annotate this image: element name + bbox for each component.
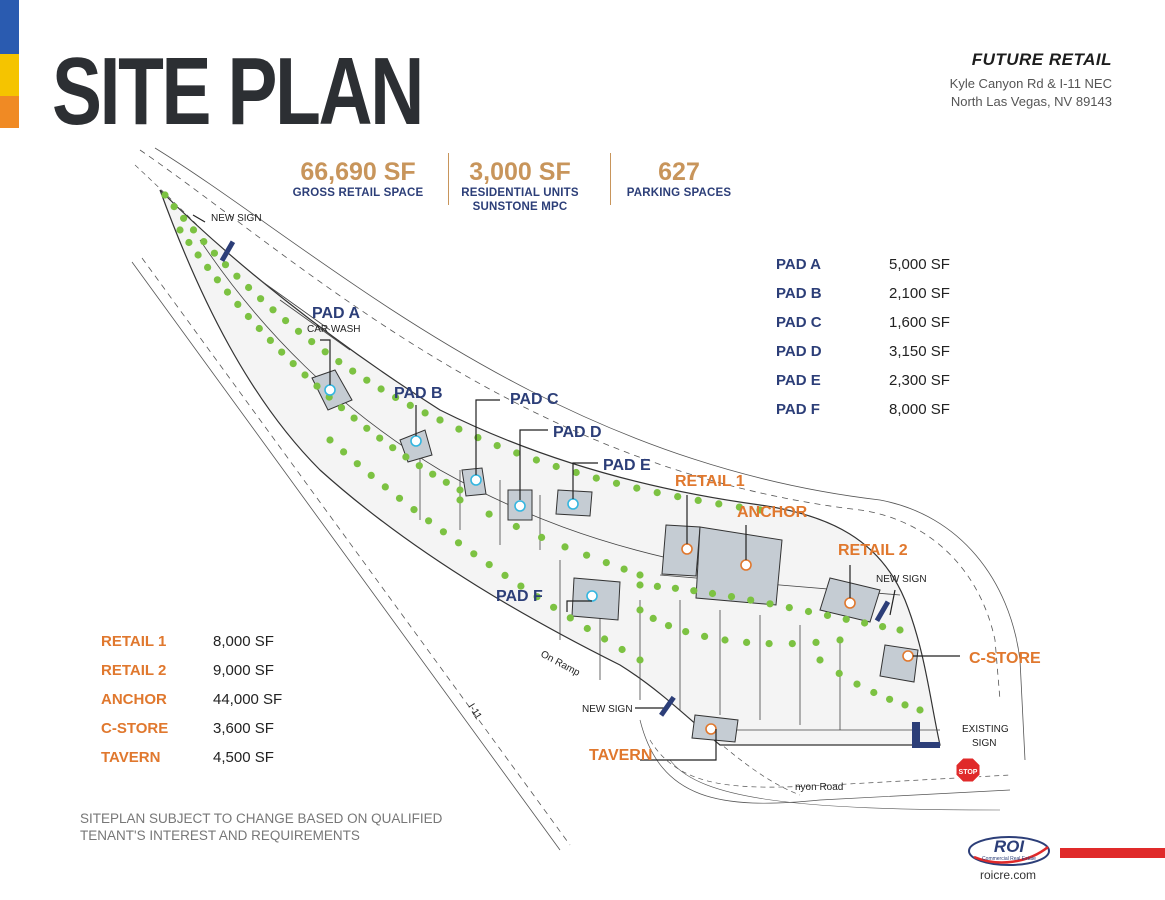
tree-mark [363, 377, 370, 384]
retail-name: TAVERN [101, 749, 161, 766]
marker-pad-c [471, 475, 481, 485]
map-label-retail-1: RETAIL 1 [675, 473, 745, 490]
tree-mark [455, 426, 462, 433]
tree-mark [501, 572, 508, 579]
tree-mark [376, 435, 383, 442]
tree-mark [363, 425, 370, 432]
table-row [101, 749, 321, 778]
pad-size: 2,300 SF [889, 372, 950, 389]
tree-mark [538, 534, 545, 541]
tree-mark [161, 191, 168, 198]
tree-mark [766, 640, 773, 647]
tree-mark [513, 523, 520, 530]
map-label-pad-c: PAD C [510, 391, 559, 408]
tree-mark [396, 495, 403, 502]
tree-mark [695, 497, 702, 504]
pad-name: PAD D [776, 343, 822, 360]
map-label-new-sign-north: NEW SIGN [211, 213, 262, 224]
table-row [101, 720, 321, 749]
table-row [776, 401, 996, 430]
marker-retail-2 [845, 598, 855, 608]
tree-mark [593, 475, 600, 482]
tree-mark [195, 251, 202, 258]
tree-mark [766, 600, 773, 607]
tree-mark [601, 635, 608, 642]
page-title: SITE PLAN [52, 38, 423, 145]
tree-mark [455, 539, 462, 546]
stat-residential [454, 158, 586, 214]
retail-name: RETAIL 1 [101, 633, 167, 650]
retail-size-table [101, 633, 321, 778]
stat-gross-retail [288, 158, 428, 200]
tree-mark [709, 590, 716, 597]
tree-mark [278, 349, 285, 356]
marker-pad-f [587, 591, 597, 601]
pad-size: 2,100 SF [889, 285, 950, 302]
tree-mark [474, 434, 481, 441]
stop-sign [956, 758, 980, 782]
table-row [776, 372, 996, 401]
map-label-existing-sign-2: SIGN [972, 738, 997, 749]
building-c-store [880, 645, 918, 682]
tree-mark [901, 701, 908, 708]
tree-mark [654, 583, 661, 590]
tree-mark [533, 456, 540, 463]
pad-size: 5,000 SF [889, 256, 950, 273]
map-label-anchor: ANCHOR [737, 504, 808, 521]
tree-mark [486, 561, 493, 568]
retail-size: 4,500 SF [213, 749, 274, 766]
tree-mark [613, 480, 620, 487]
table-row [101, 662, 321, 691]
tree-mark [603, 559, 610, 566]
pad-name: PAD B [776, 285, 822, 302]
tree-mark [322, 348, 329, 355]
tree-mark [171, 203, 178, 210]
tree-mark [836, 670, 843, 677]
tree-mark [269, 306, 276, 313]
tree-mark [747, 597, 754, 604]
stat-divider [610, 153, 611, 205]
map-label-pad-f: PAD F [496, 588, 543, 605]
pad-name: PAD F [776, 401, 820, 418]
marker-c-store [903, 651, 913, 661]
tree-mark [470, 550, 477, 557]
tree-mark [338, 404, 345, 411]
map-label-pad-e: PAD E [603, 457, 651, 474]
table-row [101, 691, 321, 720]
tree-mark [650, 615, 657, 622]
i11-label: I-11 [465, 701, 484, 722]
tree-mark [816, 656, 823, 663]
disclaimer-line-2: TENANT'S INTEREST AND REQUIREMENTS [80, 828, 360, 843]
tree-mark [728, 593, 735, 600]
tree-mark [843, 616, 850, 623]
on-ramp-label: On Ramp [538, 648, 582, 679]
stat-label: PARKING SPACES [626, 187, 732, 199]
tree-mark [896, 626, 903, 633]
tree-mark [715, 500, 722, 507]
tree-mark [584, 625, 591, 632]
map-label-tavern: TAVERN [589, 747, 653, 764]
tree-mark [224, 289, 231, 296]
map-label-new-sign-south: NEW SIGN [582, 704, 633, 715]
pad-name: PAD A [776, 256, 821, 273]
tree-mark [636, 656, 643, 663]
stat-parking [620, 158, 738, 200]
tree-mark [861, 619, 868, 626]
tree-mark [553, 463, 560, 470]
tree-mark [301, 371, 308, 378]
tree-mark [410, 506, 417, 513]
tree-mark [290, 360, 297, 367]
tree-mark [633, 485, 640, 492]
tree-mark [257, 295, 264, 302]
tree-mark [295, 328, 302, 335]
tree-mark [567, 614, 574, 621]
pad-size: 8,000 SF [889, 401, 950, 418]
tree-mark [654, 489, 661, 496]
tree-mark [836, 636, 843, 643]
tree-mark [214, 276, 221, 283]
tree-mark [786, 604, 793, 611]
disclaimer-note [80, 810, 442, 844]
tree-mark [422, 409, 429, 416]
tree-mark [222, 261, 229, 268]
stat-label: RESIDENTIAL UNITS [461, 187, 579, 199]
tree-mark [621, 566, 628, 573]
table-row [776, 285, 996, 314]
website-url: roicre.com [980, 868, 1037, 882]
tree-mark [701, 633, 708, 640]
map-label-retail-2: RETAIL 2 [838, 542, 908, 559]
tree-mark [335, 358, 342, 365]
tree-mark [354, 460, 361, 467]
address-line-2: North Las Vegas, NV 89143 [950, 94, 1112, 109]
disclaimer-line-1: SITEPLAN SUBJECT TO CHANGE BASED ON QUALIFIED [80, 811, 443, 826]
stat-value: 3,000 SF [469, 158, 571, 186]
marker-pad-a [325, 385, 335, 395]
retail-size: 8,000 SF [213, 633, 274, 650]
tree-mark [619, 646, 626, 653]
roi-logo [968, 833, 1050, 867]
tree-mark [416, 462, 423, 469]
tree-mark [407, 402, 414, 409]
tree-mark [349, 368, 356, 375]
tree-mark [402, 453, 409, 460]
tree-mark [282, 317, 289, 324]
tree-mark [879, 623, 886, 630]
tree-mark [805, 608, 812, 615]
roi-logo-brand: ROI [993, 837, 1025, 856]
table-row [776, 314, 996, 343]
marker-tavern [706, 724, 716, 734]
tree-mark [429, 471, 436, 478]
tree-mark [870, 689, 877, 696]
retail-name: RETAIL 2 [101, 662, 167, 679]
tree-mark [185, 239, 192, 246]
property-title: FUTURE RETAIL [971, 50, 1112, 69]
tree-mark [853, 681, 860, 688]
stat-value: 627 [658, 158, 700, 186]
tree-mark [636, 606, 643, 613]
stat-label-secondary: SUNSTONE MPC [472, 201, 568, 213]
pad-size-table [776, 256, 996, 430]
canyon-road-label: nyon Road [795, 782, 844, 793]
building-retail-1 [662, 525, 700, 576]
tree-mark [573, 469, 580, 476]
tree-mark [789, 640, 796, 647]
map-label-pad-a: PAD A [312, 305, 360, 322]
accent-red-bar [1060, 848, 1165, 858]
table-row [101, 633, 321, 662]
tree-mark [204, 264, 211, 271]
tree-mark [308, 338, 315, 345]
tree-mark [425, 517, 432, 524]
marker-pad-e [568, 499, 578, 509]
tree-mark [672, 585, 679, 592]
tree-mark [200, 238, 207, 245]
stat-label: GROSS RETAIL SPACE [292, 187, 424, 199]
retail-name: ANCHOR [101, 691, 167, 708]
map-label-car-wash: CAR WASH [307, 324, 361, 335]
tree-mark [326, 436, 333, 443]
tree-mark [561, 543, 568, 550]
table-row [776, 256, 996, 285]
marker-anchor [741, 560, 751, 570]
tree-mark [636, 571, 643, 578]
pad-size: 1,600 SF [889, 314, 950, 331]
marker-pad-d [515, 501, 525, 511]
tree-mark [456, 486, 463, 493]
map-label-pad-d: PAD D [553, 424, 602, 441]
map-label-existing-sign-1: EXISTING [962, 724, 1009, 735]
tree-mark [456, 496, 463, 503]
tree-mark [313, 383, 320, 390]
tree-mark [211, 250, 218, 257]
tree-mark [389, 444, 396, 451]
tree-mark [378, 385, 385, 392]
tree-mark [583, 552, 590, 559]
tree-mark [180, 215, 187, 222]
map-label-c-store: C-STORE [969, 650, 1041, 667]
tree-mark [494, 442, 501, 449]
building-anchor [696, 527, 782, 605]
marker-retail-1 [682, 544, 692, 554]
tree-mark [916, 706, 923, 713]
roi-logo-tagline: Commercial Real Estate [982, 856, 1036, 862]
stop-sign-text: STOP [958, 769, 978, 776]
tree-mark [824, 612, 831, 619]
pad-size: 3,150 SF [889, 343, 950, 360]
tree-mark [443, 479, 450, 486]
tree-mark [440, 528, 447, 535]
address-line-1: Kyle Canyon Rd & I-11 NEC [949, 76, 1112, 91]
tree-mark [486, 510, 493, 517]
tree-mark [233, 273, 240, 280]
stat-value: 66,690 SF [300, 158, 416, 186]
tree-mark [721, 636, 728, 643]
tree-mark [665, 622, 672, 629]
marker-pad-b [411, 436, 421, 446]
tree-mark [382, 483, 389, 490]
tree-mark [368, 472, 375, 479]
tree-mark [812, 639, 819, 646]
map-label-pad-b: PAD B [394, 385, 443, 402]
table-row [776, 343, 996, 372]
retail-size: 3,600 SF [213, 720, 274, 737]
tree-mark [886, 696, 893, 703]
tree-mark [351, 415, 358, 422]
map-label-new-sign-east: NEW SIGN [876, 574, 927, 585]
tree-mark [743, 639, 750, 646]
tree-mark [340, 448, 347, 455]
tree-mark [690, 587, 697, 594]
retail-name: C-STORE [101, 720, 169, 737]
tree-mark [190, 226, 197, 233]
retail-size: 9,000 SF [213, 662, 274, 679]
tree-mark [674, 493, 681, 500]
tree-mark [176, 226, 183, 233]
stat-divider [448, 153, 449, 205]
tree-mark [234, 301, 241, 308]
tree-mark [245, 313, 252, 320]
tree-mark [682, 628, 689, 635]
tree-mark [245, 284, 252, 291]
tree-mark [436, 416, 443, 423]
pad-name: PAD E [776, 372, 821, 389]
tree-mark [636, 581, 643, 588]
tree-mark [550, 604, 557, 611]
tree-mark [267, 337, 274, 344]
pad-name: PAD C [776, 314, 822, 331]
tree-mark [513, 449, 520, 456]
retail-size: 44,000 SF [213, 691, 283, 708]
tree-mark [256, 325, 263, 332]
